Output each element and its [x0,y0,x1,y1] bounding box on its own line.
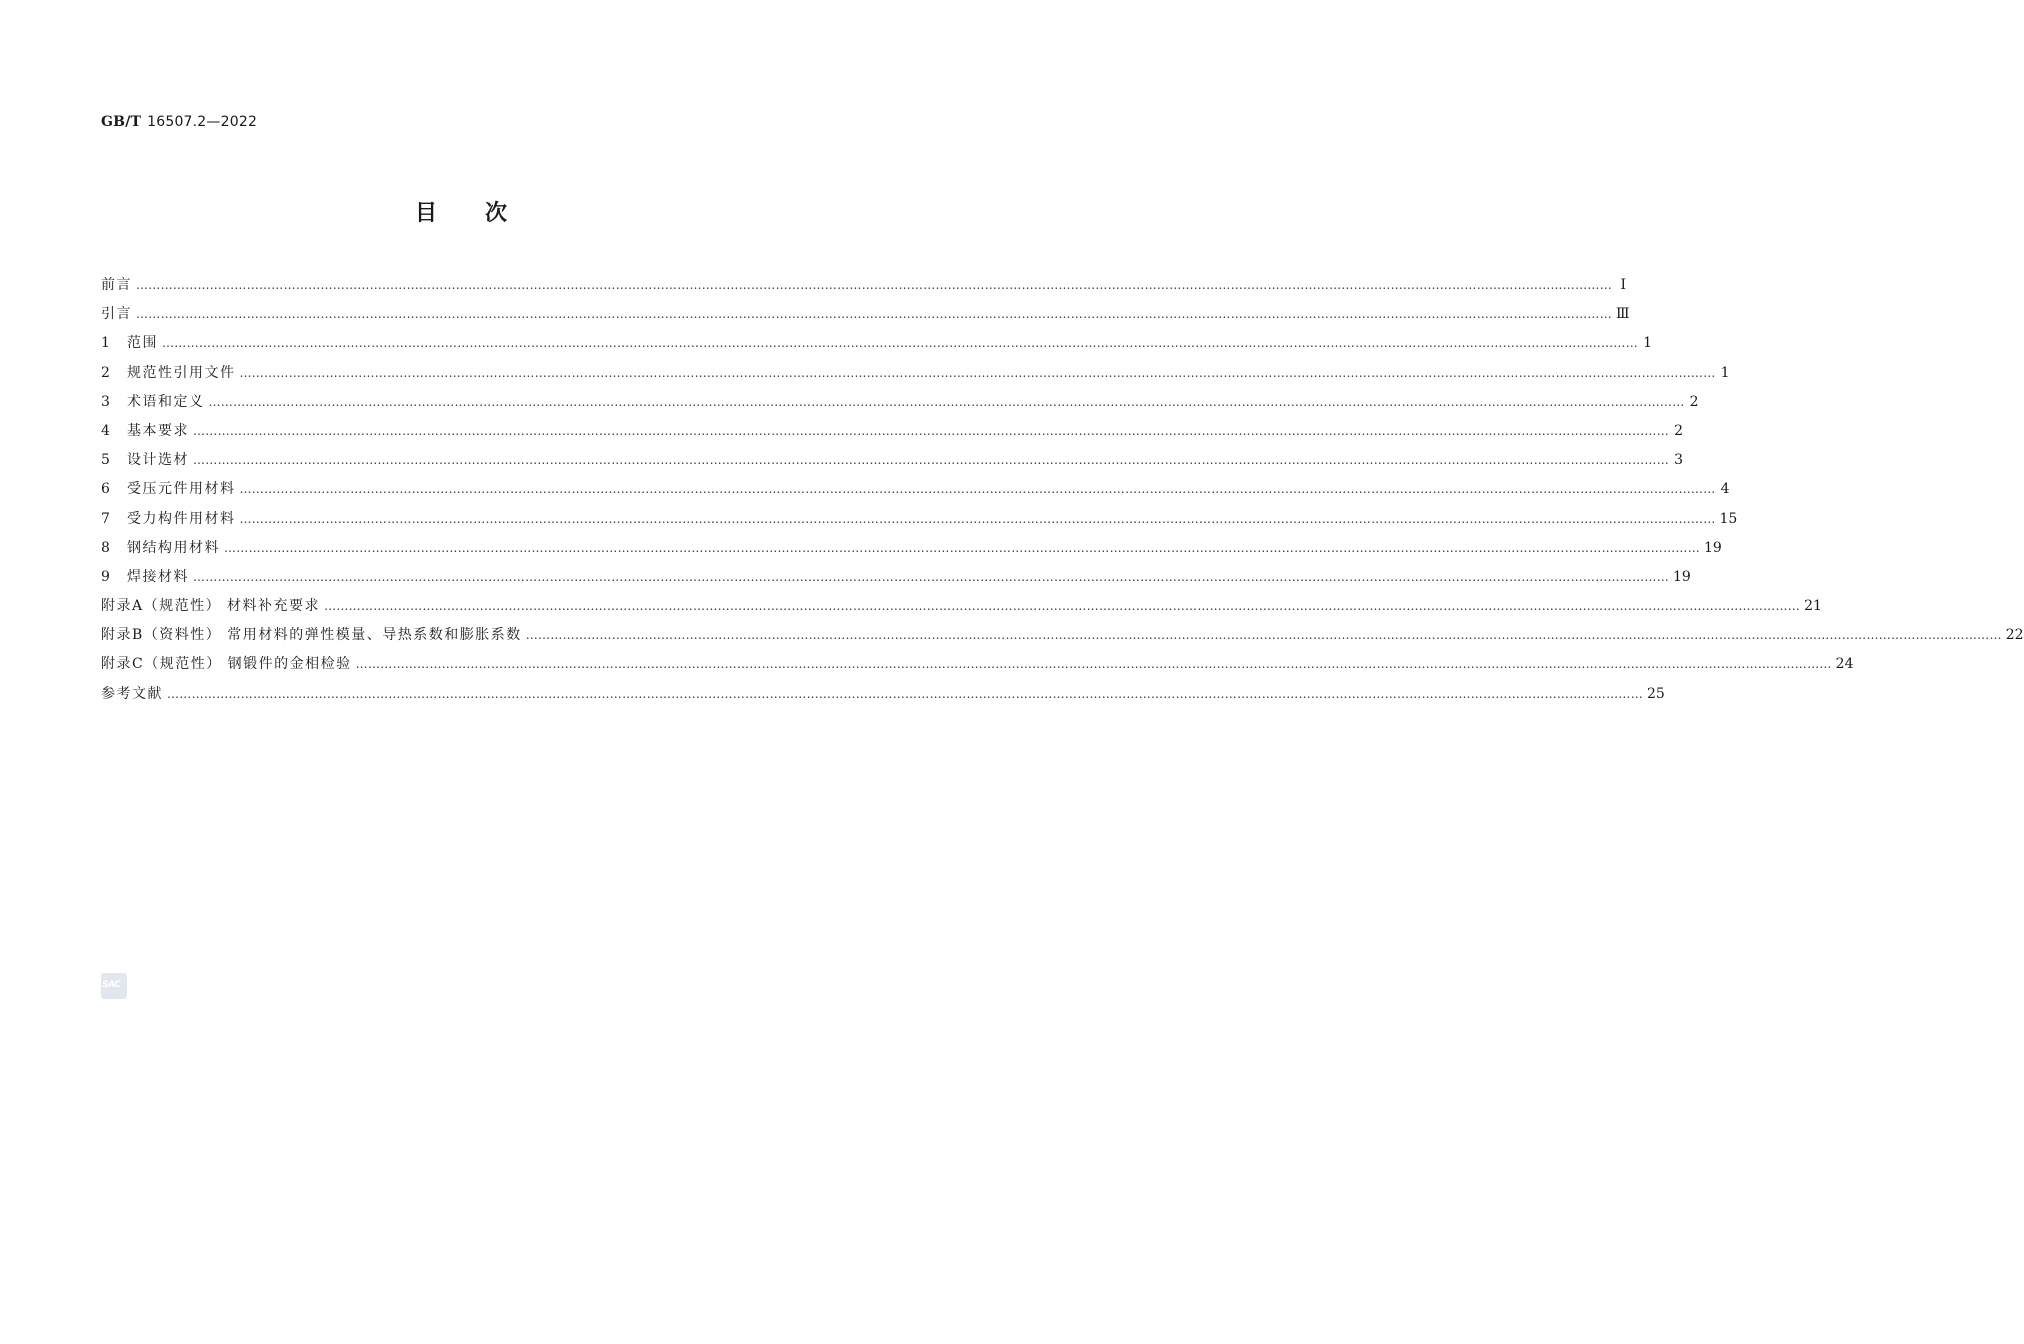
standard-code [101,114,257,130]
toc-dot-leader: ……………………………………………………………………………………………………………………………………………………………………………………………………………………………………………………………………………………………………………………………… [239,365,1716,380]
toc-entry-label: 规范性引用文件 [127,364,236,381]
page-title: 目次 [414,201,555,226]
toc-dot-leader: ……………………………………………………………………………………………………………………………………………………………………………………………………………………………………………………………………………………………………………………………… [136,278,1612,292]
toc-entry-page: 3 [1674,452,1683,469]
toc-entry-page: 2 [1674,422,1683,439]
toc-entry[interactable] [101,305,1630,334]
toc-entry[interactable] [101,568,1691,597]
toc-entry-label: 钢结构用材料 [127,539,220,556]
toc-entry-page: Ⅲ [1616,306,1630,323]
toc-entry-number: 8 [101,539,110,556]
toc-entry[interactable] [101,422,1683,451]
toc-entry-label: 设计选材 [127,452,189,469]
toc-entry[interactable] [101,597,1822,626]
toc-dot-leader: ……………………………………………………………………………………………………………………………………………………………………………………………………………………………………………………………………………………………………………………………… [136,307,1612,322]
toc-entry-label: 受压元件用材料 [127,481,236,498]
toc-entry[interactable] [101,364,1730,393]
toc-entry-number: 5 [101,452,110,469]
toc-dot-leader: ……………………………………………………………………………………………………………………………………………………………………………………………………………………………………………………………………………………………………………………………… [193,453,1669,468]
toc-entry-label: 附录B（资料性） 常用材料的弹性模量、导热系数和膨胀系数 [101,627,522,644]
toc-dot-leader: ……………………………………………………………………………………………………………………………………………………………………………………………………………………………………………………………………………………………………………………………… [239,511,1716,526]
standard-prefix: GB/T [101,114,142,130]
toc-dot-leader: ……………………………………………………………………………………………………………………………………………………………………………………………………………………………………………………………………………………………………………………………… [208,394,1685,409]
toc-entry[interactable] [101,334,1652,363]
toc-dot-leader: ……………………………………………………………………………………………………………………………………………………………………………………………………………………………………………………………………………………………………………………………… [239,482,1716,497]
toc-entry-label: 术语和定义 [127,393,205,410]
toc-entry-label: 受力构件用材料 [127,510,236,527]
toc-entry-page: 24 [1835,656,1854,673]
toc-entry-number: 4 [101,422,110,439]
toc-dot-leader: ……………………………………………………………………………………………………………………………………………………………………………………………………………………………………………………………………………………………………………………………… [324,599,1801,614]
toc-entry-page: 15 [1719,510,1738,527]
standard-number: 16507.2—2022 [147,114,258,130]
toc-dot-leader: ……………………………………………………………………………………………………………………………………………………………………………………………………………………………………………………………………………………………………………………………… [525,628,2002,643]
toc-dot-leader: ……………………………………………………………………………………………………………………………………………………………………………………………………………………………………………………………………………………………………………………………… [167,686,1643,701]
toc-entry-page: 1 [1720,364,1730,381]
toc-entry[interactable] [101,685,1665,714]
toc-entry[interactable] [101,451,1683,480]
toc-entry-number: 2 [101,364,110,381]
sac-logo-watermark [101,973,127,999]
toc-entry[interactable] [101,393,1699,422]
toc-entry[interactable] [101,655,1854,684]
toc-entry-number: 3 [101,393,110,410]
sac-logo-text: SAC [102,980,121,990]
toc-entry[interactable] [101,276,1626,305]
toc-entry-label: 附录C（规范性） 钢锻件的金相检验 [101,656,352,673]
toc-entry-number: 6 [101,481,110,498]
toc-entry-label: 基本要求 [127,422,189,439]
toc-entry-label: 焊接材料 [127,568,189,585]
toc-entry-number: 9 [101,568,110,585]
toc-entry-number: 1 [101,335,110,352]
toc-dot-leader: ……………………………………………………………………………………………………………………………………………………………………………………………………………………………………………………………………………………………………………………………… [162,336,1638,351]
toc-entry-page: 25 [1647,685,1665,702]
toc-entry-page: 1 [1643,335,1652,352]
toc-entry-label: 引言 [101,306,132,323]
toc-entry[interactable] [101,626,2024,655]
toc-entry-page: 22 [2005,627,2024,644]
toc-entry-page: 4 [1720,481,1730,498]
toc-entry-label: 范围 [127,335,158,352]
toc-dot-leader: ……………………………………………………………………………………………………………………………………………………………………………………………………………………………………………………………………………………………………………………………… [193,569,1669,584]
toc-entry[interactable] [101,480,1730,509]
toc-dot-leader: ……………………………………………………………………………………………………………………………………………………………………………………………………………………………………………………………………………………………………………………………… [193,423,1669,438]
toc-dot-leader: ……………………………………………………………………………………………………………………………………………………………………………………………………………………………………………………………………………………………………………………………… [224,540,1700,555]
toc-entry-page: 19 [1704,539,1722,556]
toc-entry-label: 参考文献 [101,685,163,702]
table-of-contents [101,276,2024,714]
toc-entry-page: 19 [1673,568,1691,585]
toc-entry-label: 附录A（规范性） 材料补充要求 [101,598,321,615]
toc-entry[interactable] [101,510,1738,539]
toc-entry-label: 前言 [101,277,132,293]
toc-entry[interactable] [101,539,1722,568]
toc-entry-page: 2 [1689,393,1699,410]
toc-dot-leader: ……………………………………………………………………………………………………………………………………………………………………………………………………………………………………………………………………………………………………………………………… [355,657,1832,672]
toc-entry-page: 21 [1804,598,1822,615]
toc-entry-number: 7 [101,510,110,527]
toc-entry-page: Ⅰ [1620,277,1626,293]
